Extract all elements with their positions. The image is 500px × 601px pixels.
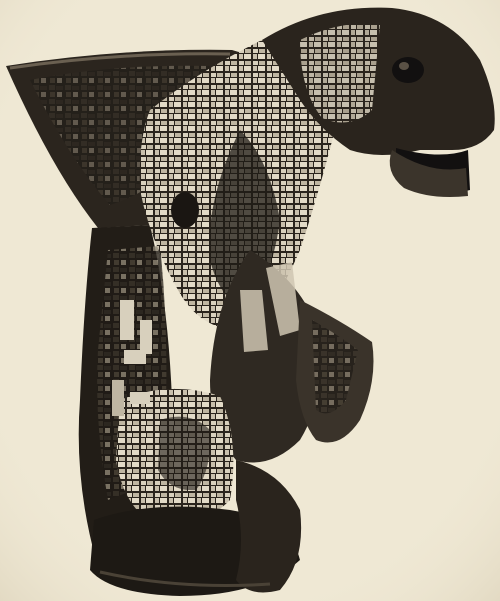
belly-shade [158, 417, 210, 491]
eye-socket [392, 57, 424, 83]
neck-dark-spot [171, 192, 199, 228]
eye-highlight [399, 62, 409, 70]
